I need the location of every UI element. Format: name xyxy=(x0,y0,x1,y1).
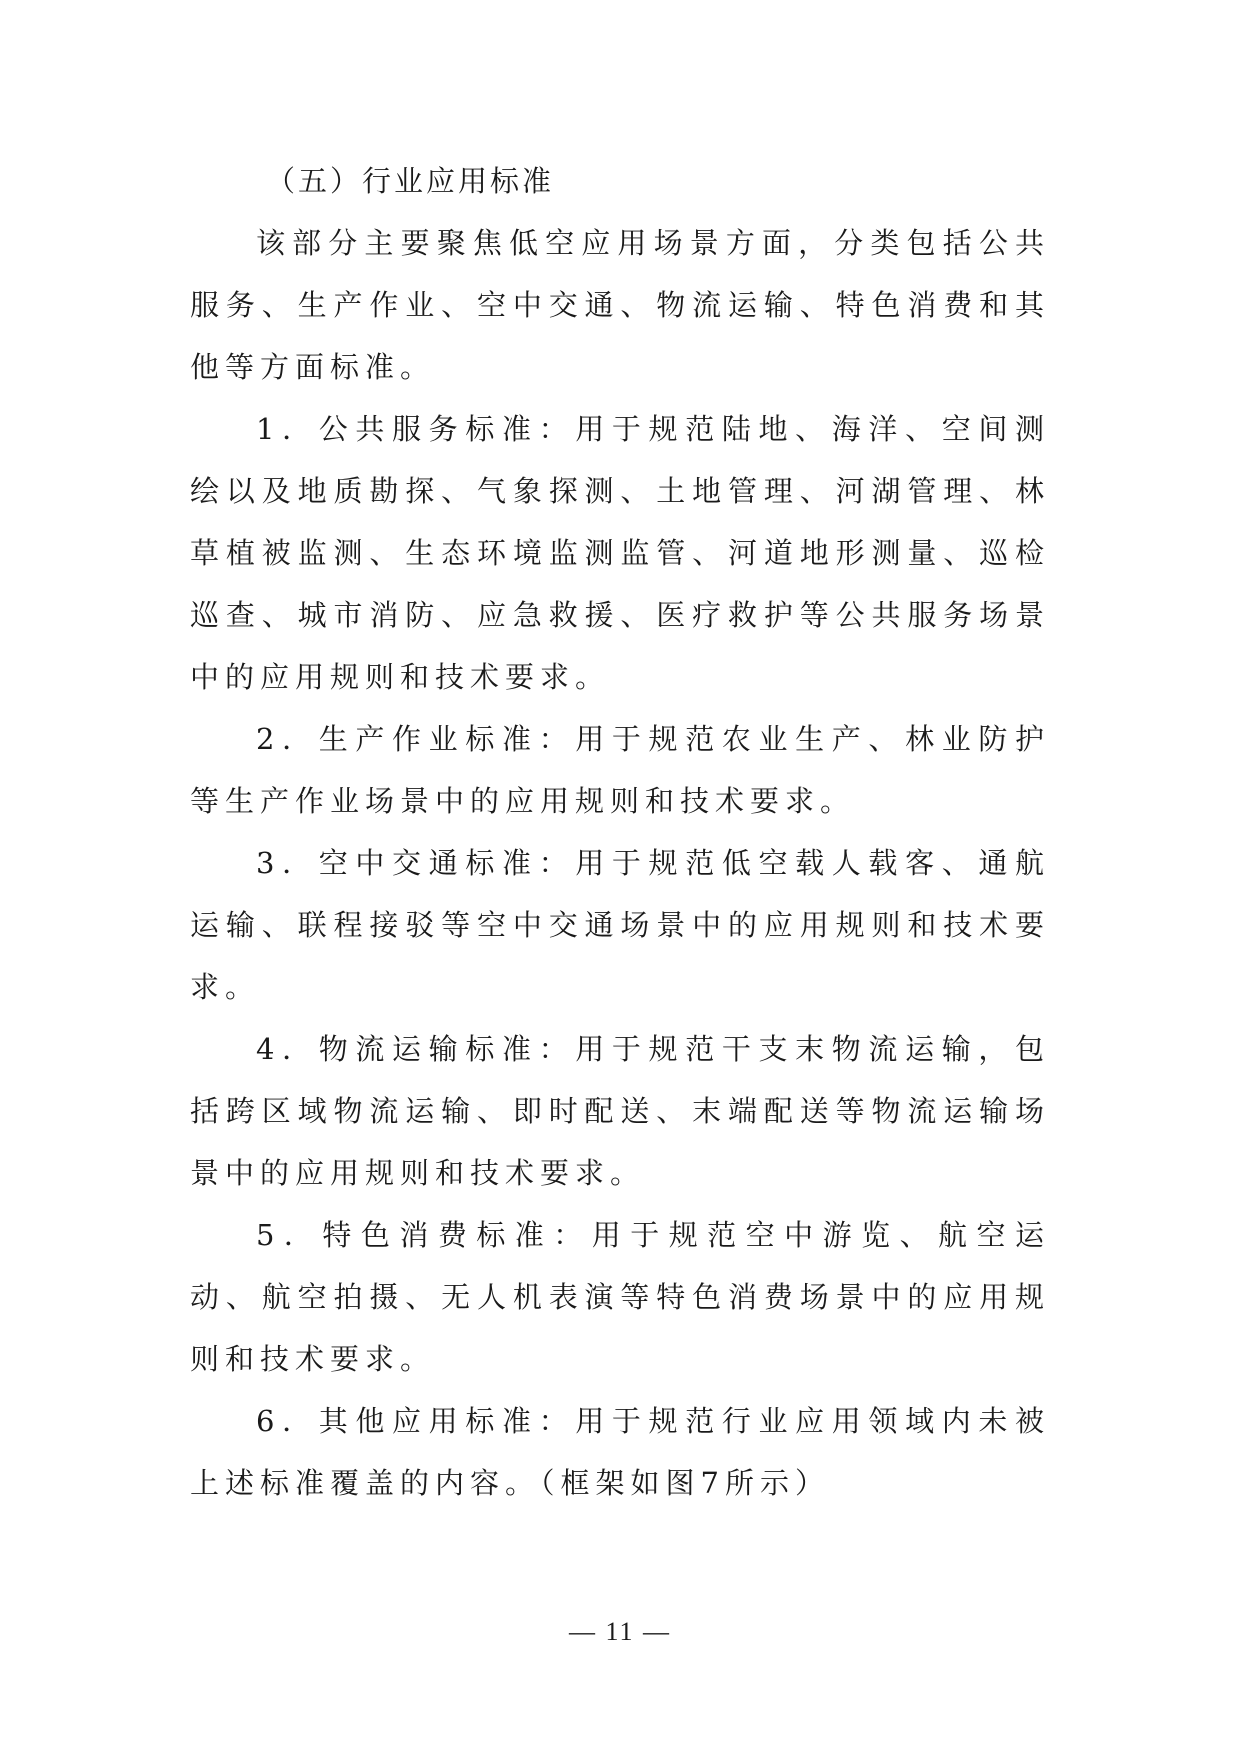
item-air-traffic: 3．空中交通标准：用于规范低空载人载客、通航运输、联程接驳等空中交通场景中的应用规则和技术要求。 xyxy=(190,846,1050,1004)
document-body xyxy=(190,150,1050,1514)
section-heading: （五）行业应用标准 xyxy=(266,164,555,198)
item-public-service: 1．公共服务标准：用于规范陆地、海洋、空间测绘以及地质勘探、气象探测、土地管理、河湖管理、林草植被监测、生态环境监测监管、河道地形测量、巡检巡查、城市消防、应急救援、医疗救护等公共服务场景中的应用规则和技术要求。 xyxy=(190,412,1050,694)
intro-paragraph: 该部分主要聚焦低空应用场景方面，分类包括公共服务、生产作业、空中交通、物流运输、特色消费和其他等方面标准。 xyxy=(190,226,1050,384)
page-number: — 11 — xyxy=(568,1617,672,1646)
item-other: 6．其他应用标准：用于规范行业应用领域内未被上述标准覆盖的内容。（框架如图7所示） xyxy=(190,1404,1050,1500)
item-logistics: 4．物流运输标准：用于规范干支末物流运输，包括跨区域物流运输、即时配送、末端配送等物流运输场景中的应用规则和技术要求。 xyxy=(190,1032,1050,1190)
item-production: 2．生产作业标准：用于规范农业生产、林业防护等生产作业场景中的应用规则和技术要求。 xyxy=(190,722,1050,818)
item-consumption: 5．特色消费标准：用于规范空中游览、航空运动、航空拍摄、无人机表演等特色消费场景中的应用规则和技术要求。 xyxy=(190,1218,1050,1376)
